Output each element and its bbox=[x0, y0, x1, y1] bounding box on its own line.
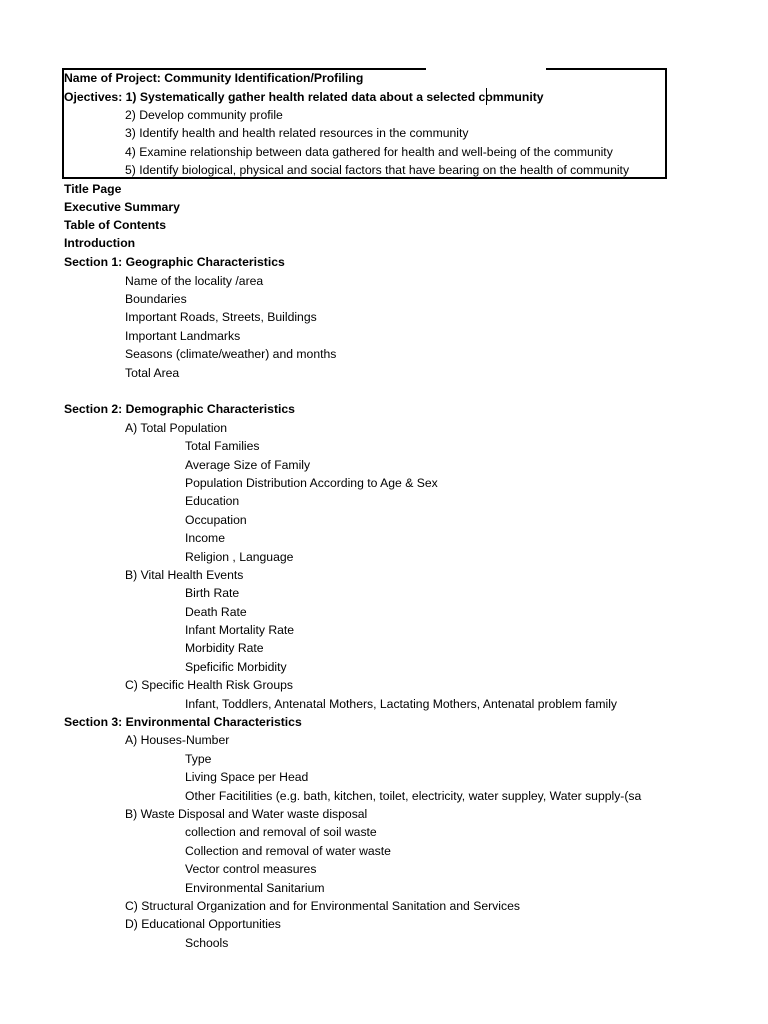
list-item: Seasons (climate/weather) and months bbox=[125, 347, 337, 361]
list-item: Morbidity Rate bbox=[185, 641, 264, 655]
list-item: Infant Mortality Rate bbox=[185, 623, 295, 637]
table-of-contents-heading: Table of Contents bbox=[64, 218, 167, 232]
section-2-title: Section 2: Demographic Characteristics bbox=[64, 402, 295, 416]
section-3-title: Section 3: Environmental Characteristics bbox=[64, 715, 302, 729]
list-item: Religion , Language bbox=[185, 550, 294, 564]
subsection-title: C) Structural Organization and for Environmental Sanitation and Services bbox=[125, 899, 520, 913]
subsection-title: C) Specific Health Risk Groups bbox=[125, 678, 293, 692]
objective-1: Ojectives: 1) Systematically gather health related data about a selected community bbox=[64, 90, 544, 104]
list-item: Type bbox=[185, 752, 212, 766]
objective-3: 3) Identify health and health related resources in the community bbox=[125, 126, 469, 140]
subsection-title: B) Waste Disposal and Water waste disposal bbox=[125, 807, 368, 821]
list-item: Population Distribution According to Age & Sex bbox=[185, 476, 438, 490]
list-item: Infant, Toddlers, Antenatal Mothers, Lactating Mothers, Antenatal problem family bbox=[185, 697, 617, 711]
list-item: Environmental Sanitarium bbox=[185, 881, 325, 895]
box-top-border-right bbox=[546, 68, 667, 70]
list-item: Important Landmarks bbox=[125, 329, 241, 343]
subsection-title: D) Educational Opportunities bbox=[125, 917, 281, 931]
list-item: Important Roads, Streets, Buildings bbox=[125, 310, 317, 324]
list-item: Name of the locality /area bbox=[125, 274, 264, 288]
title-page-heading: Title Page bbox=[64, 182, 122, 196]
list-item: Income bbox=[185, 531, 225, 545]
list-item: Schools bbox=[185, 936, 229, 950]
project-name: Name of Project: Community Identification/Profiling bbox=[64, 71, 364, 85]
list-item: Vector control measures bbox=[185, 862, 317, 876]
objective-4: 4) Examine relationship between data gathered for health and well-being of the community bbox=[125, 145, 613, 159]
list-item: collection and removal of soil waste bbox=[185, 825, 377, 839]
list-item: Total Area bbox=[125, 366, 180, 380]
list-item: Education bbox=[185, 494, 240, 508]
subsection-title: B) Vital Health Events bbox=[125, 568, 244, 582]
introduction-heading: Introduction bbox=[64, 236, 136, 250]
list-item: Average Size of Family bbox=[185, 458, 311, 472]
list-item: Speficific Morbidity bbox=[185, 660, 287, 674]
subsection-title: A) Total Population bbox=[125, 421, 228, 435]
list-item: Living Space per Head bbox=[185, 770, 309, 784]
objective-5: 5) Identify biological, physical and social factors that have bearing on the health of community bbox=[125, 163, 630, 177]
list-item: Birth Rate bbox=[185, 586, 240, 600]
section-1-title: Section 1: Geographic Characteristics bbox=[64, 255, 285, 269]
list-item: Collection and removal of water waste bbox=[185, 844, 391, 858]
executive-summary-heading: Executive Summary bbox=[64, 200, 180, 214]
subsection-title: A) Houses-Number bbox=[125, 733, 230, 747]
list-item: Occupation bbox=[185, 513, 247, 527]
list-item: Death Rate bbox=[185, 605, 247, 619]
list-item: Other Facitilities (e.g. bath, kitchen, toilet, electricity, water suppley, Water supply-(sa bbox=[185, 789, 642, 803]
list-item: Total Families bbox=[185, 439, 260, 453]
objective-2: 2) Develop community profile bbox=[125, 108, 283, 122]
list-item: Boundaries bbox=[125, 292, 187, 306]
